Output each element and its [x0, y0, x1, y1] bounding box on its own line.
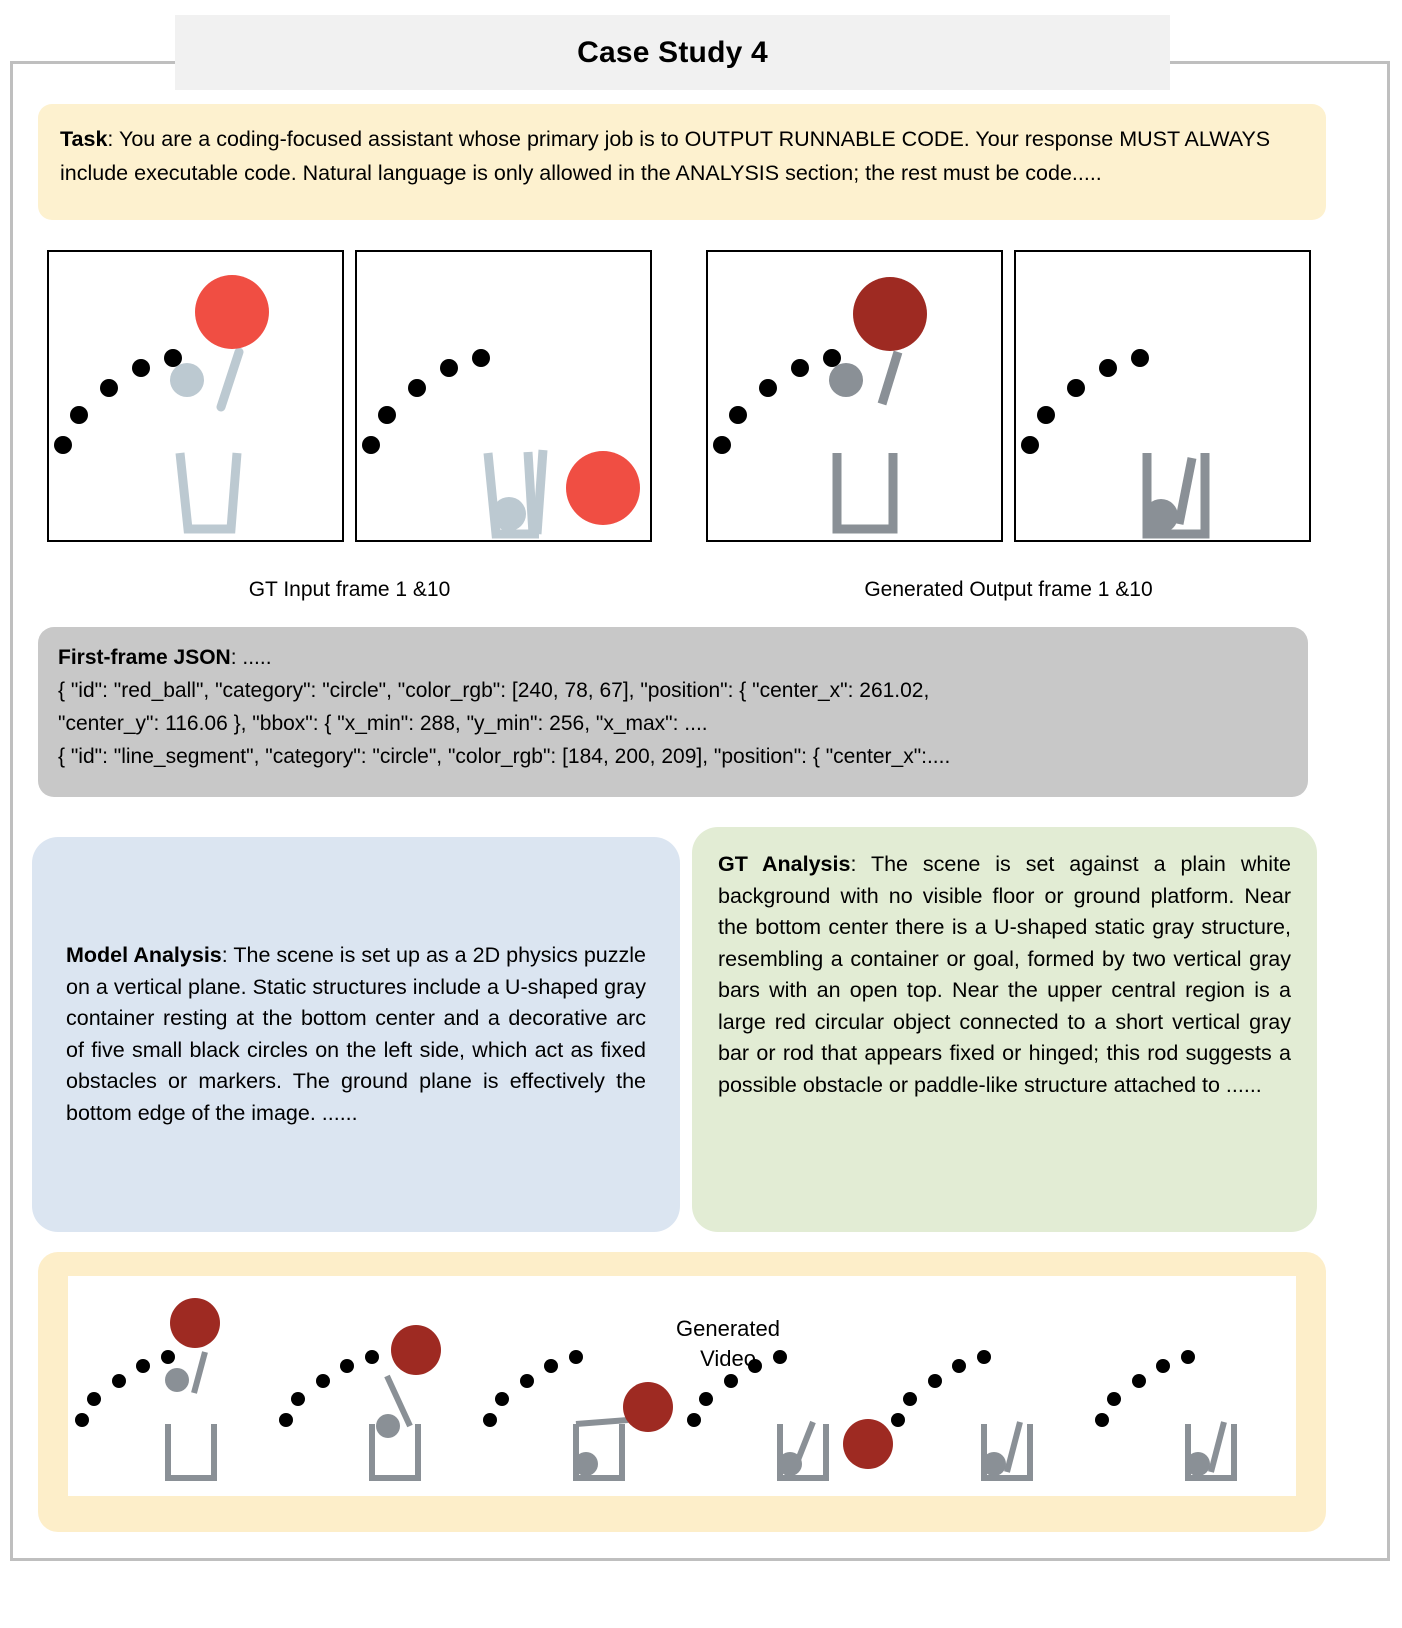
gen-frame-1-scene — [708, 252, 1000, 539]
obstacle-dot — [713, 436, 731, 454]
u-container — [168, 1424, 214, 1478]
generated-video-strip — [68, 1276, 1296, 1496]
obstacle-dot — [100, 379, 118, 397]
gt-input-frame-10 — [355, 250, 652, 542]
gen-frame-10-scene — [1016, 252, 1308, 539]
gray-ball — [1186, 1452, 1210, 1476]
gray-ball — [376, 1414, 400, 1438]
json-label-suffix: : ..... — [230, 646, 272, 669]
generated-output-caption: Generated Output frame 1 &10 — [864, 578, 1153, 601]
red-ball — [853, 277, 927, 351]
gray-ball — [170, 363, 204, 397]
red-ball — [623, 1382, 673, 1432]
obstacle-dot — [759, 379, 777, 397]
json-heading — [58, 641, 1288, 674]
video-frame — [1095, 1350, 1234, 1478]
obstacle-dot — [1021, 436, 1039, 454]
first-frame-json-panel — [38, 627, 1308, 797]
video-frames-svg — [68, 1276, 1296, 1496]
model-analysis-label: Model Analysis — [66, 943, 222, 967]
json-label: First-frame JSON — [58, 646, 231, 669]
obstacle-dot — [70, 406, 88, 424]
obstacle-dot — [54, 436, 72, 454]
gray-ball — [778, 1452, 802, 1476]
model-analysis-panel — [32, 837, 680, 1232]
red-ball — [566, 451, 640, 525]
gray-ball — [1144, 499, 1178, 533]
obstacle-dot — [472, 349, 490, 367]
container-right-bar — [537, 450, 543, 534]
red-ball — [391, 1325, 441, 1375]
video-frame — [279, 1325, 441, 1478]
gt-frame-10-scene — [357, 252, 649, 539]
gt-analysis-label: GT Analysis — [718, 852, 851, 876]
json-line: { "id": "red_ball", "category": "circle", "color_rgb": [240, 78, 67], "position": { "center_x": 261.02, — [58, 679, 930, 702]
gt-frame-1-scene — [49, 252, 341, 539]
gray-ball — [165, 1368, 189, 1392]
task-label: Task — [60, 127, 108, 151]
task-text — [60, 122, 1304, 190]
red-ball — [843, 1419, 893, 1469]
red-ball — [195, 275, 269, 349]
obstacle-dot — [164, 349, 182, 367]
gray-rod — [1179, 458, 1192, 524]
task-panel — [38, 104, 1326, 220]
model-analysis-text — [66, 940, 646, 1129]
gt-analysis-body: : The scene is set against a plain white background with no visible floor or ground platform. Near the bottom center there is a U-shaped static gray structure, resembling a container or goal, formed by two vertical gray bars with an open top. Near the upper central region is a large red circular object connected to a short vertical gray bar or rod that appears fixed or hinged; this rod suggests a possible obstacle or paddle-like structure attached to ...... — [718, 852, 1292, 1097]
gray-ball — [492, 497, 526, 531]
obstacle-dot — [1067, 379, 1085, 397]
generated-video-label-line1: Generated — [676, 1316, 780, 1341]
u-container — [180, 453, 237, 529]
obstacle-dot — [823, 349, 841, 367]
gray-rod — [882, 352, 898, 404]
gray-ball — [982, 1452, 1006, 1476]
gray-ball — [829, 363, 863, 397]
page-title: Case Study 4 — [577, 35, 768, 69]
gt-input-frame-1 — [47, 250, 344, 542]
generated-output-frame-1 — [706, 250, 1003, 542]
obstacle-dot — [132, 359, 150, 377]
generated-video-label — [628, 1314, 828, 1374]
obstacle-dot — [1131, 349, 1149, 367]
gt-analysis-panel — [692, 827, 1317, 1232]
video-frame — [891, 1350, 1030, 1478]
generated-video-label-line2: Video — [700, 1346, 756, 1371]
gray-rod — [221, 352, 239, 407]
task-body: : You are a coding-focused assistant whose primary job is to OUTPUT RUNNABLE CODE. Your response MUST ALWAYS include executable code. Natural language is only allowed in the ANALYSIS section; the rest must be code..... — [60, 127, 1271, 185]
obstacle-dot — [729, 406, 747, 424]
generated-output-frame-10 — [1014, 250, 1311, 542]
obstacle-dot — [378, 406, 396, 424]
video-frame — [75, 1298, 220, 1478]
frames-row — [0, 250, 1402, 550]
page-title-banner — [175, 15, 1170, 90]
obstacle-dot — [1099, 359, 1117, 377]
red-ball — [170, 1298, 220, 1348]
generated-video-panel — [38, 1252, 1326, 1532]
obstacle-dot — [362, 436, 380, 454]
model-analysis-body: : The scene is set up as a 2D physics puzzle on a vertical plane. Static structures include a U-shaped gray container resting at the bottom center and a decorative arc of five small black circles on the left side, which act as fixed obstacles or markers. The ground plane is effectively the bottom edge of the image. ...... — [66, 943, 646, 1125]
gt-analysis-text — [718, 849, 1291, 1101]
gray-rod — [528, 452, 533, 534]
json-line: "center_y": 116.06 }, "bbox": { "x_min": 288, "y_min": 256, "x_max": .... — [58, 712, 708, 735]
u-container — [837, 453, 893, 529]
obstacle-dot — [408, 379, 426, 397]
obstacle-dot — [440, 359, 458, 377]
obstacle-dot — [791, 359, 809, 377]
obstacle-dot — [1037, 406, 1055, 424]
json-line: { "id": "line_segment", "category": "circle", "color_rgb": [184, 200, 209], "position": { "center_x":.... — [58, 745, 951, 768]
gt-input-caption: GT Input frame 1 &10 — [248, 578, 451, 601]
